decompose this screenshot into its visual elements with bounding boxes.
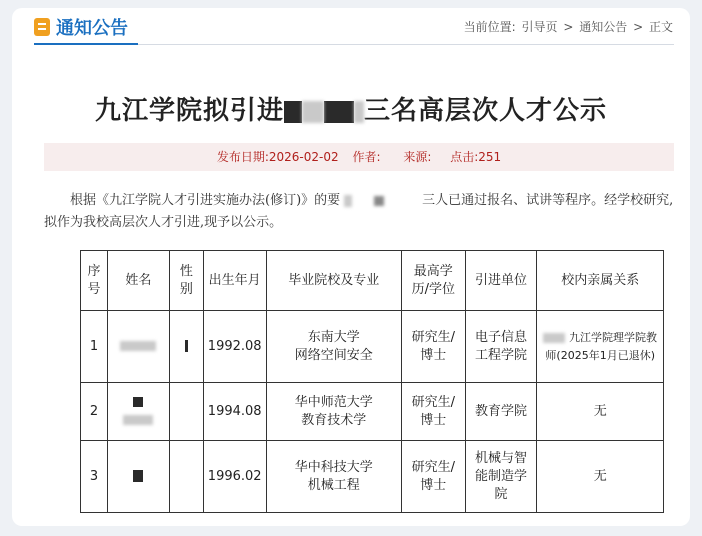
redacted-block	[284, 101, 302, 123]
article-meta	[44, 143, 674, 171]
header-birth: 出生年月	[203, 251, 266, 311]
redacted-block	[123, 415, 153, 425]
relation-text: 九江学院理学院教师(2025年1月已退休)	[545, 330, 657, 362]
title-underline	[34, 43, 138, 45]
cell-relation: 无	[537, 383, 664, 441]
redacted-block	[344, 195, 352, 207]
cell-gender-redacted	[169, 311, 203, 383]
redacted-block	[133, 470, 143, 482]
paragraph-part-1: 根据《九江学院人才引进实施办法(修订)》的要	[70, 193, 341, 208]
breadcrumb-item-home[interactable]: 引导页	[521, 20, 558, 34]
breadcrumb	[463, 18, 674, 35]
source: 来源:	[403, 150, 432, 164]
header-gender: 性别	[169, 251, 203, 311]
header-relation: 校内亲属关系	[537, 251, 664, 311]
breadcrumb-item-current: 正文	[648, 20, 673, 34]
cell-relation	[537, 311, 664, 383]
school-name: 东南大学	[307, 329, 360, 345]
redacted-block	[185, 340, 188, 352]
cell-index: 1	[81, 311, 108, 383]
breadcrumb-item-notices[interactable]: 通知公告	[579, 20, 628, 34]
cell-name-redacted	[107, 383, 169, 441]
major-name: 网络空间安全	[294, 347, 373, 363]
section-header	[34, 12, 674, 45]
publish-date	[217, 150, 339, 164]
major-name: 教育技术学	[301, 412, 367, 428]
cell-degree: 研究生/博士	[401, 311, 465, 383]
click-count	[450, 150, 501, 164]
section-title: 通知公告	[56, 18, 128, 39]
table-header-row	[81, 251, 664, 311]
cell-relation: 无	[537, 441, 664, 513]
header-index: 序号	[81, 251, 108, 311]
candidate-table	[80, 250, 664, 513]
header-degree: 最高学历/学位	[401, 251, 465, 311]
redacted-block	[133, 397, 143, 407]
breadcrumb-separator: >	[633, 20, 644, 34]
cell-index: 2	[81, 383, 108, 441]
cell-school	[266, 441, 401, 513]
redacted-block	[324, 101, 354, 123]
cell-name-redacted	[107, 441, 169, 513]
cell-index: 3	[81, 441, 108, 513]
cell-unit: 电子信息工程学院	[465, 311, 537, 383]
paragraph-part-2: 三人已通过报名、试讲等程序。经学校研究,拟作为我校高层次人才引进,现予以公示。	[44, 193, 674, 230]
cell-gender	[169, 441, 203, 513]
article-paragraph	[44, 190, 674, 234]
cell-unit: 教育学院	[465, 383, 537, 441]
table-row	[81, 441, 664, 513]
cell-school	[266, 311, 401, 383]
header-unit: 引进单位	[465, 251, 537, 311]
cell-birth: 1996.02	[203, 441, 266, 513]
publish-date-label: 发布日期:	[216, 150, 269, 164]
cell-school	[266, 383, 401, 441]
cell-gender	[169, 383, 203, 441]
breadcrumb-label: 当前位置:	[463, 20, 516, 34]
redacted-block	[354, 101, 364, 123]
click-count-value: 251	[478, 150, 502, 164]
cell-degree: 研究生/博士	[401, 383, 465, 441]
table-row	[81, 311, 664, 383]
cell-unit: 机械与智能制造学院	[465, 441, 537, 513]
section-title-group	[34, 14, 128, 40]
major-name: 机械工程	[307, 477, 360, 493]
cell-birth: 1994.08	[203, 383, 266, 441]
cell-name-redacted	[107, 311, 169, 383]
author: 作者:	[352, 150, 381, 164]
redacted-block	[302, 101, 324, 123]
header-school: 毕业院校及专业	[266, 251, 401, 311]
header-name: 姓名	[107, 251, 169, 311]
cell-birth: 1992.08	[203, 311, 266, 383]
publish-date-value: 2026-02-02	[268, 150, 339, 164]
cell-degree: 研究生/博士	[401, 441, 465, 513]
redacted-block	[120, 341, 156, 351]
article-title-suffix: 三名高层次人才公示	[364, 96, 608, 126]
school-name: 华中科技大学	[294, 459, 373, 475]
article-title-prefix: 九江学院拟引进	[94, 96, 284, 126]
notice-icon	[34, 18, 50, 36]
redacted-block	[543, 333, 565, 343]
click-count-label: 点击:	[450, 150, 479, 164]
breadcrumb-separator: >	[563, 20, 574, 34]
table-row	[81, 383, 664, 441]
article-title	[0, 90, 702, 127]
school-name: 华中师范大学	[294, 394, 373, 410]
redacted-block	[374, 196, 384, 206]
